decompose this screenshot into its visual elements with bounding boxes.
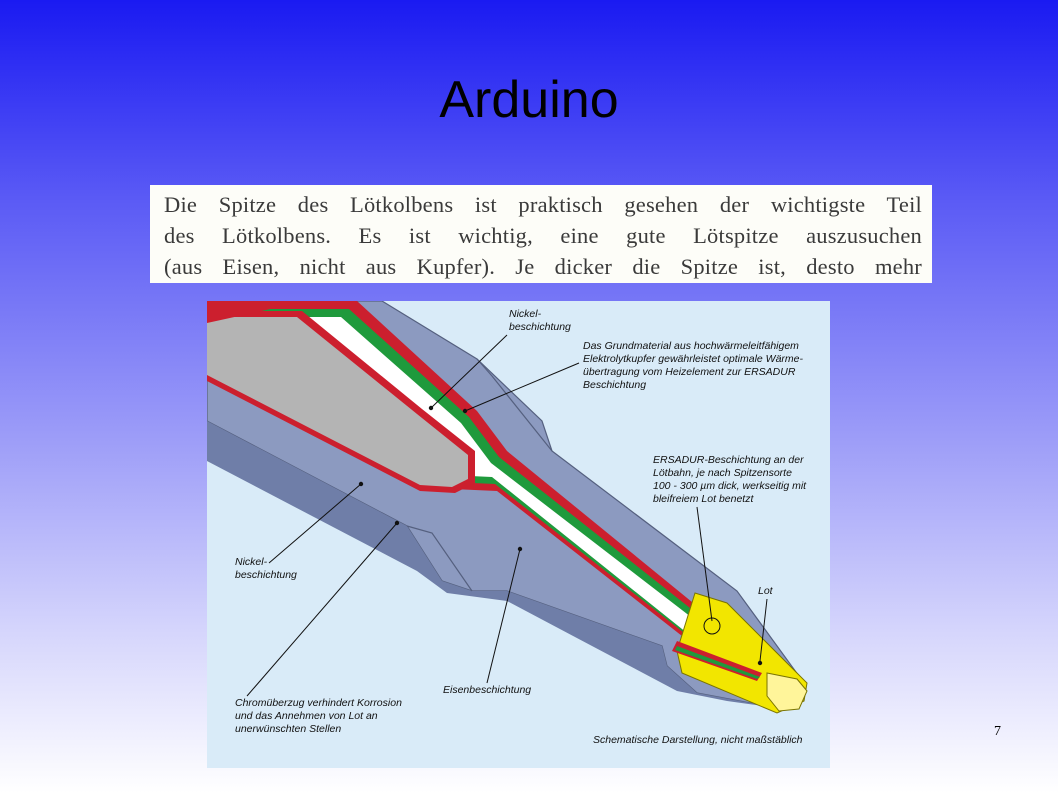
- text-excerpt-line-2: des Lötkolbens. Es ist wichtig, eine gute Lötspitze auszusuchen: [164, 223, 922, 248]
- dot-iron: [518, 547, 522, 551]
- label-nickel-top-2: beschichtung: [509, 321, 571, 333]
- dot-core: [463, 409, 467, 413]
- label-nickel-left-1: Nickel-: [235, 556, 268, 568]
- label-chrome-1: Chromüberzug verhindert Korrosion: [235, 697, 402, 709]
- page-number: 7: [994, 724, 1001, 739]
- dot-lot: [758, 661, 762, 665]
- dot-nickel-left: [359, 482, 363, 486]
- text-excerpt-image: [150, 185, 932, 283]
- text-excerpt-line-3: (aus Eisen, nicht aus Kupfer). Je dicker die Spitze ist, desto mehr: [164, 254, 922, 279]
- label-lot: Lot: [758, 585, 773, 597]
- soldering-tip-svg: [207, 301, 830, 768]
- label-core-2: Elektrolytkupfer gewährleistet optimale Wärme-: [583, 353, 803, 365]
- leader-chrome: [247, 523, 397, 696]
- dot-nickel-top: [429, 406, 433, 410]
- label-nickel-top-1: Nickel-: [509, 308, 542, 320]
- label-chrome-2: und das Annehmen von Lot an: [235, 710, 378, 722]
- label-nickel-left-2: beschichtung: [235, 569, 297, 581]
- label-chrome-3: unerwünschten Stellen: [235, 723, 342, 735]
- soldering-tip-diagram: [207, 301, 830, 768]
- diagram-caption: Schematische Darstellung, nicht maßstäblich: [593, 734, 803, 746]
- slide-title: Arduino: [439, 71, 619, 129]
- label-ersadur-3: 100 - 300 µm dick, werkseitig mit: [653, 480, 807, 492]
- text-excerpt-line-1: Die Spitze des Lötkolbens ist praktisch gesehen der wichtigste Teil: [164, 192, 922, 217]
- label-ersadur-4: bleifreiem Lot benetzt: [653, 493, 754, 505]
- label-ersadur-2: Lötbahn, je nach Spitzensorte: [653, 467, 792, 479]
- label-core-3: übertragung vom Heizelement zur ERSADUR: [583, 366, 796, 378]
- label-core-1: Das Grundmaterial aus hochwärmeleitfähigem: [583, 340, 799, 352]
- label-iron: Eisenbeschichtung: [443, 684, 532, 696]
- label-ersadur-1: ERSADUR-Beschichtung an der: [653, 454, 804, 466]
- label-core-4: Beschichtung: [583, 379, 647, 391]
- dot-chrome: [395, 521, 399, 525]
